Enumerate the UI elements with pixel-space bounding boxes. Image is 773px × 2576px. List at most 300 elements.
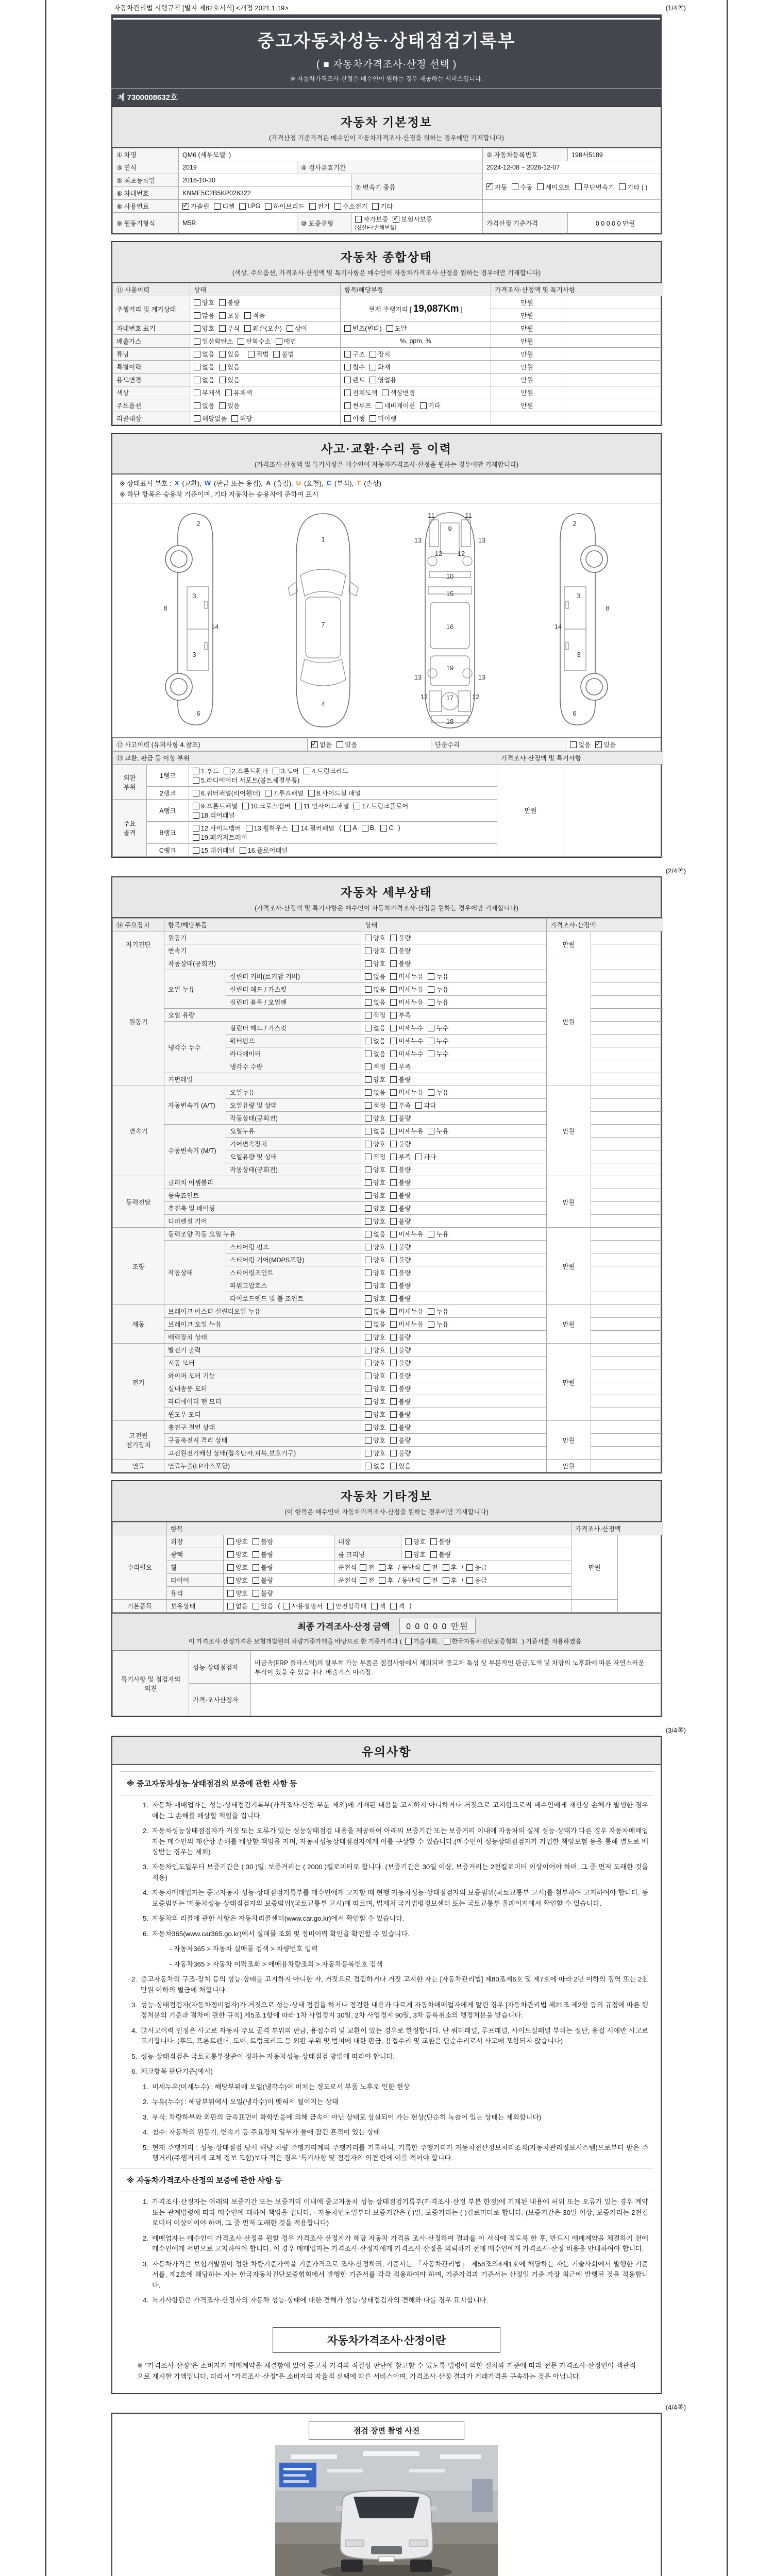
rank-label: B랭크 (147, 822, 189, 844)
state-checkboxes (361, 1215, 547, 1228)
row-label: 보유상태 (167, 1600, 224, 1613)
checkbox: 과다 (415, 1100, 436, 1110)
remark-cell (591, 996, 663, 1009)
item-label: 고전원전기배선 상태(접속단자,피복,보호기구) (164, 1447, 361, 1460)
item-label: 실린더 헤드 / 가스킷 (226, 1022, 361, 1035)
device-group-label: 조향 (113, 1228, 164, 1305)
remark-cell (591, 1318, 663, 1331)
item-label: 윈도우 모터 (164, 1408, 361, 1421)
tire-detail-checkboxes: 운전석 전 후 / 동반석 전 후 / 응급 (334, 1574, 572, 1587)
notice-item: 5. 자동차의 리콜에 관한 사항은 자동차리콜센터(www.car.go.kr)에서 확인할 수 있습니다. (143, 1914, 405, 1923)
car-side-right-diagram (535, 510, 618, 731)
checkbox: 후 (443, 1575, 457, 1585)
remark-cell (591, 1382, 663, 1395)
recall-checkboxes (190, 412, 341, 425)
notice-item: 4. 침수: 자동차의 원동기, 변속기 등 주요장치 일부가 물에 잠긴 흔적이 있는 상태 (143, 2128, 380, 2137)
price-appraisal-info-text: ※ "가격조사·산정"은 소비자가 매매계약을 체결함에 있어 중고차 가격의 적절성 판단에 참고할 수 있도록 법령에 의한 절차와 기준에 따라 전문 가격조사·산정인이 객관적으로 제시한 가액입니다. 따라서 "가격조사·산정"은 소비자의 자율적 선택에 따른 서비스이며, 가격조사·산정 결과가 거래가격을 구속하는 것은 아닙니다. (137, 2361, 636, 2380)
checkbox: 전 (424, 1575, 438, 1585)
row-label: 주행거리 및 계기상태 (113, 296, 190, 322)
notice-item: - 자동차365 > 자동차 실매물 검색 > 차량번호 입력 (170, 1945, 318, 1953)
item-label: 라디에이터 (226, 1047, 361, 1060)
option-part-checkboxes (341, 399, 491, 412)
item-label: 구동축전지 격리 상태 (164, 1434, 361, 1447)
checkbox: 영업용 (369, 375, 396, 384)
state-checkboxes (361, 1331, 547, 1344)
wheel-checkboxes (224, 1561, 334, 1574)
svg-text:13: 13 (478, 673, 486, 682)
checkbox: 응급 (466, 1575, 487, 1585)
checkbox: 양호 (365, 1281, 385, 1290)
state-checkboxes (361, 1344, 547, 1357)
svg-text:3: 3 (577, 651, 581, 659)
checkbox: LPG (239, 202, 260, 210)
state-checkboxes (361, 1357, 547, 1369)
car-top-diagram (282, 510, 364, 731)
form-law-reference: 자동차관리법 시행규칙 [별지 제82호서식] <개정 2021.1.19> (114, 4, 289, 12)
checkbox: ✓ 가솔린 (182, 201, 209, 211)
item-label: 등속죠인트 (164, 1189, 361, 1202)
item-label: 와이퍼 모터 기능 (164, 1369, 361, 1382)
checkbox: 불량 (390, 1242, 411, 1251)
device-group-label: 고전원 전기장치 (113, 1421, 164, 1460)
row-label: 타이어 (167, 1574, 224, 1587)
checkbox: 불량 (390, 1358, 411, 1367)
checkbox: 불량 (390, 1422, 411, 1432)
state-checkboxes (361, 1382, 547, 1395)
checkbox: 불량 (253, 1537, 273, 1546)
detail-row (113, 1086, 663, 1099)
vin-mark-part-checkboxes (341, 322, 491, 335)
checkbox: 불량 (390, 1204, 411, 1213)
item-label: 동력조향 작동 오일 누유 (164, 1228, 361, 1241)
rank-label: 2랭크 (147, 787, 189, 800)
checkbox: 양호 (365, 1448, 385, 1458)
section-misc-info (111, 1480, 662, 1717)
color-part-checkboxes (341, 386, 491, 399)
checkbox: 없음 (365, 1461, 385, 1470)
checkbox: 미세누유 (390, 972, 423, 981)
final-price-note: 이 가격조사·산정가격은 보험개발원의 차량기준가액을 바탕으로 한 기준가격과 ( 기술사회, 한국자동차진단보증협회 ) 기준서를 적용하였음 (188, 1638, 582, 1646)
column-header: 가격조사·산정액 (572, 1522, 663, 1535)
transmission-checkboxes (483, 174, 663, 200)
svg-text:12: 12 (434, 550, 443, 558)
checkbox: 일산화탄소 (194, 336, 233, 346)
remark-cell (591, 1176, 663, 1189)
checkbox: 없음 (365, 1036, 385, 1045)
checkbox: 전 (424, 1563, 438, 1572)
checkbox: 누유 (428, 972, 448, 981)
mileage-state-checkboxes (190, 296, 341, 309)
checkbox: 누유 (428, 1319, 448, 1329)
checkbox: 없음 (365, 1319, 385, 1329)
checkbox: 없음 (365, 1307, 385, 1316)
section-accident-history (111, 433, 662, 858)
usage-change-checkboxes (190, 374, 341, 386)
tuning-part-checkboxes (341, 348, 491, 361)
checkbox: 양호 (365, 1178, 385, 1187)
photo-section-title: 점검 장면 촬영 사진 (309, 2421, 464, 2440)
table-row (113, 412, 663, 425)
checkbox: 도말 (386, 324, 407, 333)
checkbox: 누유 (428, 997, 448, 1007)
diagram-note: ※ 하단 항목은 승용차 기준이며, 기타 자동차는 승용차에 준하여 표시 (112, 489, 661, 503)
state-checkboxes (361, 1408, 547, 1421)
checkbox: 양호 (365, 1139, 385, 1148)
state-checkboxes (361, 1305, 547, 1318)
base-price-value: 0 0 0 0 0 만원 (568, 213, 663, 233)
section-overall-condition (111, 241, 662, 426)
item-label: 충전구 절연 상태 (164, 1421, 361, 1434)
checkbox: 양호 (365, 1371, 385, 1380)
frame-group-label: 주요 골격 (113, 800, 147, 857)
checkbox: 양호 (365, 1075, 385, 1084)
item-label: 브레이크 오일 누유 (164, 1318, 361, 1331)
notice-item: 1. 자동차 매매업자는 성능·상태점검기록부(가격조사·산정 부분 제외)에 기재된 내용을 고지하지 아니하거나 거짓으로 고지함으로써 매수인에게 재산상 손해가 발생한 경우에는 그 손해를 배상할 책임을 집니다. (143, 1801, 648, 1820)
state-checkboxes (361, 931, 547, 944)
checkbox: 양호 (227, 1550, 248, 1559)
item-label: 오일 유량 (164, 1009, 361, 1022)
detail-row (113, 1305, 663, 1318)
checkbox: 없음 (365, 1126, 385, 1136)
checkbox: 불량 (390, 1113, 411, 1123)
polish-checkboxes (224, 1548, 334, 1561)
checkbox: 양호 (365, 1242, 385, 1251)
checkbox: 부족 (390, 1010, 411, 1020)
item-label: 스티어링 기어(MDPS포함) (226, 1253, 361, 1266)
remark-cell (591, 1228, 663, 1241)
checkbox: 세미오토 (537, 182, 570, 192)
notice-item: 4. ⑫사고이력 인정은 사고로 자동차 주요 골격 부위의 판금, 용접수리 및 교환이 있는 경우로 한정합니다. 단 쿼터패널, 루프패널, 사이드실패널 부위는 절단, 용접 시에만 사고로 표기합니다. (후드, 프론트펜더, 도어, 트렁크리드 등 외판 부위 및 범퍼에 대한 판금, 용접수리 및 교환은 단순수리로서 사고에 포함되지 않습니다) (131, 2026, 648, 2045)
emission-values: %, ppm, % (341, 335, 491, 348)
checkbox: 없음 (365, 1088, 385, 1097)
state-checkboxes (361, 1266, 547, 1279)
checkbox: 후 (379, 1563, 393, 1572)
item-label: 오일유량 및 상태 (226, 1099, 361, 1112)
remark-cell (618, 1535, 663, 1613)
svg-text:15: 15 (446, 590, 454, 598)
glass-checkboxes (224, 1587, 572, 1600)
field-label: ⑩ 보증유형 (297, 213, 351, 233)
svg-text:13: 13 (414, 673, 422, 682)
remark-cell (563, 322, 663, 335)
checkbox: 자가보증 (355, 214, 388, 224)
checkbox: 기타 (372, 201, 393, 211)
checkbox: 불량 (390, 1332, 411, 1342)
checkbox: 양호 (365, 1191, 385, 1200)
checkbox: 불량 (390, 1165, 411, 1174)
remark-cell (591, 1138, 663, 1150)
checkbox: 매연 (276, 336, 296, 346)
field-label: ⑨ 원동기형식 (113, 213, 179, 233)
checkbox: 있음 (337, 740, 357, 749)
state-checkboxes (361, 1292, 547, 1305)
item-label: 기어변속장치 (226, 1138, 361, 1150)
detail-row (113, 1460, 663, 1472)
field-label: 가격산정 기준가격 (483, 213, 568, 233)
color-checkboxes (190, 386, 341, 399)
field-label: ⑧ 사용연료 (113, 200, 179, 213)
page-marker-1: (1/4쪽) (665, 4, 686, 12)
notice-item: 1. 가격조사·산정자는 아래의 보증기간 또는 보증거리 이내에 중고자동차 성능·상태점검기록부(가격조사·산정 부분 한정)에 기재된 내용에 허위 또는 오류가 있는 경우 계약 또는 관계법령에 따라 매수인에 대하여 책임을 집니다. · 자동차인도일부터 보증기간은 ( )일, 보증거리는 ( )킬로미터로 합니다. (보증기간은 30일 이상, 보증거리는 2천킬로미터 이상이어야 하며, 그 중 먼저 도래한 것을 적용합니다) (143, 2198, 648, 2227)
document-title-note: ※ 자동차가격조사·산정은 매수인이 원하는 경우 제공하는 서비스입니다. (290, 75, 483, 82)
device-group-label: 자기진단 (113, 931, 164, 957)
item-label: 실내송풍 모터 (164, 1382, 361, 1395)
item-label: 추진축 및 베어링 (164, 1202, 361, 1215)
column-header: 가격조사·산정액 및 특기사항 (497, 752, 663, 765)
price-cell: 만원 (547, 1344, 591, 1421)
checkbox: 14.필러패널 (292, 823, 334, 833)
state-checkboxes (361, 1035, 547, 1047)
checkbox: B, (362, 824, 376, 832)
checkbox: 불법 (273, 349, 294, 359)
checkbox: 응급 (466, 1563, 487, 1572)
checkbox: 양호 (405, 1537, 426, 1546)
checkbox: 적법 (248, 349, 268, 359)
state-checkboxes (361, 1253, 547, 1266)
remark-cell (564, 765, 663, 857)
checkbox: 네비게이션 (376, 401, 415, 410)
column-header: 상태 (190, 283, 341, 296)
row-label: 배출가스 (113, 335, 190, 348)
inspection-photo-workshop (275, 2445, 498, 2576)
checkbox: 불량 (390, 959, 411, 968)
misc-info-table (112, 1522, 663, 1613)
price-cell: 만원 (491, 386, 563, 399)
appraiser-label: 가격·조사산정자 (189, 1684, 251, 1716)
checkbox: 양호 (365, 1410, 385, 1419)
remark-cell (591, 1279, 663, 1292)
overall-condition-table (112, 283, 663, 425)
checkbox: 불량 (390, 1075, 411, 1084)
notice-item: 6. 자동차365(www.car365.go.kr)에서 실매물 조회 및 정비이력 확인을 확인할 수 있습니다. (143, 1929, 410, 1938)
interior-checkboxes (401, 1535, 572, 1548)
detail-row (113, 931, 663, 944)
checkbox: 없음 (194, 401, 214, 410)
masthead (111, 14, 662, 88)
remark-cell (591, 1202, 663, 1215)
checkbox: 적정 (365, 1100, 385, 1110)
state-checkboxes (361, 944, 547, 957)
svg-text:19: 19 (446, 664, 454, 672)
checkbox: 없음 (365, 985, 385, 994)
table-row (113, 1600, 663, 1613)
checkbox: 19.패키지트레이 (193, 833, 247, 842)
checkbox: 없음 (365, 1049, 385, 1058)
page-marker-4: (4/4쪽) (665, 2403, 686, 2411)
device-group-label: 연료 (113, 1460, 164, 1472)
price-cell: 만원 (491, 374, 563, 386)
checkbox: 양호 (365, 1204, 385, 1213)
checkbox: 불량 (390, 1178, 411, 1187)
option-checkboxes (190, 399, 341, 412)
checkbox: 불량 (390, 1255, 411, 1264)
checkbox: 있음 (219, 362, 240, 371)
svg-text:8: 8 (163, 604, 167, 613)
checkbox: 해당없음 (194, 414, 227, 423)
checkbox: 없음 (365, 1023, 385, 1032)
column-header: 가격조사·산정액 (547, 919, 663, 931)
table-row (113, 335, 663, 348)
section-basic-title: 자동차 기본정보 (341, 115, 432, 129)
svg-text:14: 14 (211, 623, 219, 631)
checkbox: 상이 (287, 324, 307, 333)
price-cell: 만원 (572, 1535, 618, 1600)
table-header-row (113, 919, 663, 931)
checkbox: 양호 (227, 1588, 248, 1598)
state-checkboxes (361, 1125, 547, 1138)
rank-label: A랭크 (147, 800, 189, 822)
remark-cell (563, 296, 663, 309)
svg-text:14: 14 (554, 623, 562, 631)
odometer-checkboxes (190, 309, 341, 322)
notice-item: 3. 자동차인도일부터 보증기간은 ( 30 )일, 보증거리는 ( 2000 )킬로미터로 합니다. (보증기간은 30일 이상, 보증거리는 2천킬로미터 이상이어야 하며, 그 중 먼저 도래한 것을 적용) (143, 1863, 648, 1882)
section-detail-header (112, 877, 661, 918)
state-checkboxes (361, 1047, 547, 1060)
table-row (113, 322, 663, 335)
special-history-checkboxes (190, 361, 341, 374)
notice-item: 2. 자동차성능상태점검자가 거짓 또는 오류가 있는 성능상태점검 내용을 제공하여 아래의 보증기간 또는 보증거리 이내에 자동차의 실제 성능·상태가 다른 경우 자동차매매업자는 매수인의 재산상 손해를 배상할 책임을 지며, 자동차성능상태점검자에게 이를 구상할 수 있습니다.(매수인이 성능상태점검자가 가입한 책임보험 등을 통해 별도로 배상받는 경우는 제외) (143, 1827, 648, 1856)
repair-group-label: 수리필요 (113, 1535, 167, 1600)
price-cell: 만원 (547, 1305, 591, 1344)
remark-cell (591, 1447, 663, 1460)
checkbox: 양호 (405, 1550, 426, 1559)
checkbox: 미세누유 (390, 1088, 423, 1097)
item-label: 디퍼렌셜 기어 (164, 1215, 361, 1228)
checkbox: 침수 (344, 362, 365, 371)
checkbox: 미세누유 (390, 985, 423, 994)
mileage-value: 19,087Km (413, 303, 459, 314)
price-cell: 만원 (547, 957, 591, 1086)
checkbox: 해당 (231, 414, 252, 423)
checkbox: 있음 (390, 1461, 411, 1470)
model-year-value: 2019 (179, 161, 297, 174)
checkbox: 불량 (390, 1345, 411, 1354)
row-label: 주요옵션 (113, 399, 190, 412)
remark-cell (591, 1022, 663, 1035)
column-header: ⑭ 주요장치 (113, 919, 164, 931)
section-basic-subtitle: (가격산정 기준가격은 매수인이 자동차가격조사·산정을 원하는 경우에만 기재합니다) (269, 134, 504, 142)
rank2-part-checkboxes (189, 787, 497, 800)
price-cell: 만원 (547, 1460, 591, 1472)
field-label: ⑥ 차대번호 (113, 187, 179, 200)
checkbox: 불량 (390, 1448, 411, 1458)
simple-repair-label: 단순수리 (431, 738, 566, 751)
checkbox: 보통 (219, 311, 240, 320)
table-row (113, 374, 663, 386)
checkbox: 있음 (253, 1601, 273, 1611)
checkbox: 썬루프 (344, 401, 371, 410)
item-label: 작동상태(공회전) (226, 1112, 361, 1125)
remark-cell (591, 1060, 663, 1073)
checkbox: 적정 (365, 1010, 385, 1020)
accident-history-label: ⑫ 사고이력 (유의사항 4.참조) (113, 738, 308, 751)
svg-text:12: 12 (457, 550, 465, 558)
svg-text:2: 2 (573, 520, 577, 528)
remark-cell (591, 1035, 663, 1047)
car-damage-diagrams (112, 503, 661, 738)
sub-group-label: 오일 누유 (164, 970, 226, 1009)
field-label: ① 차명 (113, 148, 179, 161)
item-label: 클러치 어셈블리 (164, 1176, 361, 1189)
remark-cell (591, 1150, 663, 1163)
checkbox: 미세누유 (390, 1126, 423, 1136)
notice-item: 2. 중고자동차의 구조·장치 등의 성능·상태를 고지하지 아니한 자, 거짓으로 점검하거나 거짓 고지한 자는 [자동차관리법] 제80조제6호 및 제7호에 따라 2년 이하의 징역 또는 2천만원 이하의 벌금에 처합니다. (131, 1975, 648, 1994)
remark-cell (591, 1253, 663, 1266)
state-checkboxes (361, 1241, 547, 1253)
state-checkboxes (361, 957, 547, 970)
field-label: ⑤ 최초등록일 (113, 174, 179, 187)
tuning-checkboxes (190, 348, 341, 361)
status-symbol-legend: ※ 상태표시 부호 :X (교환), W (판금 또는 용접), A (흠집), U (요철), C (부식), T (손상) (120, 479, 381, 488)
checkbox: 양호 (365, 1294, 385, 1303)
remark-cell (563, 335, 663, 348)
item-label: 냉각수 수량 (226, 1060, 361, 1073)
price-appraisal-info-box (131, 2327, 642, 2384)
row-label: 차대번호 표기 (113, 322, 190, 335)
field-label: ② 자동차등록번호 (483, 148, 568, 161)
checkbox: 불량 (390, 1139, 411, 1148)
checkbox: 미세누유 (390, 1229, 423, 1239)
row-label: 특별이력 (113, 361, 190, 374)
item-label: 원동기 (164, 931, 361, 944)
state-checkboxes (361, 983, 547, 996)
notice-item: 2. 매매업자는 매수인이 가격조사·산정을 원할 경우 가격조사·산정자가 해당 자동차 가격을 조사·산정하여 결과를 이 서식에 적도록 한 후, 반드시 매매계약을 체결하기 전에 매수인에게 서면으로 고지하여야 합니다. 이 경우 매매업자는 가격조사·산정자에게 가격조사·산정을 의뢰하기 전에 매수인에게 가격조사·산정 비용을 안내하여야 합니다. (143, 2234, 648, 2253)
price-cell: 만원 (497, 765, 564, 857)
checkbox: 미세누수 (390, 1049, 423, 1058)
tire-checkboxes (224, 1574, 334, 1587)
state-checkboxes (361, 1318, 547, 1331)
checkbox: 불량 (430, 1550, 451, 1559)
checkbox: 디젤 (214, 201, 234, 211)
price-cell: 만원 (491, 309, 563, 322)
notice-item: 1. 미세누유(미세누수) : 해당부위에 오일(냉각수)이 비치는 정도로서 부품 노후로 인한 현상 (143, 2082, 410, 2091)
basic-info-table (112, 148, 663, 233)
checkbox: 불량 (390, 1294, 411, 1303)
section-detail-subtitle: (가격조사·산정액 및 특기사항은 매수인이 자동차가격조사·산정을 원하는 경우에만 기재합니다) (255, 905, 518, 912)
checkbox: 11.인사이드패널 (295, 801, 349, 810)
price-cell: 만원 (491, 296, 563, 309)
checkbox: 불량 (390, 1435, 411, 1445)
rank1-part-checkboxes (189, 765, 497, 787)
svg-text:10: 10 (446, 572, 454, 581)
checkbox: 없음 (194, 375, 214, 384)
svg-text:6: 6 (573, 709, 577, 718)
checkbox: 누수 (428, 1049, 448, 1058)
remark-cell (591, 1073, 663, 1086)
remark-cell (563, 361, 663, 374)
detail-row (113, 1228, 663, 1241)
item-label: 브레이크 마스터 실린더오일 누유 (164, 1305, 361, 1318)
notice-item: 5. 성능·상태점검은 국토교통부장관이 정하는 자동차성능·상태점검 방법에 따라야 합니다. (131, 2052, 395, 2060)
checkbox: 부족 (390, 1100, 411, 1110)
remark-cell (591, 1047, 663, 1060)
checkbox: 양호 (194, 324, 214, 333)
item-label: 스티어링 펌프 (226, 1241, 361, 1253)
column-header: 항목/해당부품 (164, 919, 361, 931)
remark-cell (591, 1189, 663, 1202)
checkbox: 누수 (428, 1036, 448, 1045)
state-checkboxes (361, 1138, 547, 1150)
notice-item: 3. 자동차가격은 보험개발원이 정한 차량기준가액을 기준가격으로 조사·산정하되, 기준서는 「자동차관리법」 제58조의4제1호에 해당하는 자는 기술사회에서 발행한 기준서를, 제2호에 해당하는 자는 한국자동차진단보증협회에서 발행한 기준서를 각각 적용하여야 하며, 기준가격과 기준서는 산정일 기준 가장 최근에 발행된 것을 적용합니다. (143, 2260, 648, 2289)
checkbox: 불량 (253, 1575, 273, 1585)
svg-text:12: 12 (472, 693, 480, 701)
inspector-opinion-text: 비금속(FRP 플라스틱)의 탈부착 가능 부품은 점검사항에서 제외되며 중고차 특성 상 부분적인 판금,도색 및 차량의 노후화에 따른 자연스러운 부식이 있을 수 있습니다. 배출가스 미측정. (251, 1651, 663, 1684)
final-price-band (112, 1613, 661, 1651)
checkbox: 누유 (428, 1126, 448, 1136)
detail-row (113, 1344, 663, 1357)
remark-cell (591, 1408, 663, 1421)
checkbox: 6.쿼터패널(리어휀더) (193, 788, 260, 798)
